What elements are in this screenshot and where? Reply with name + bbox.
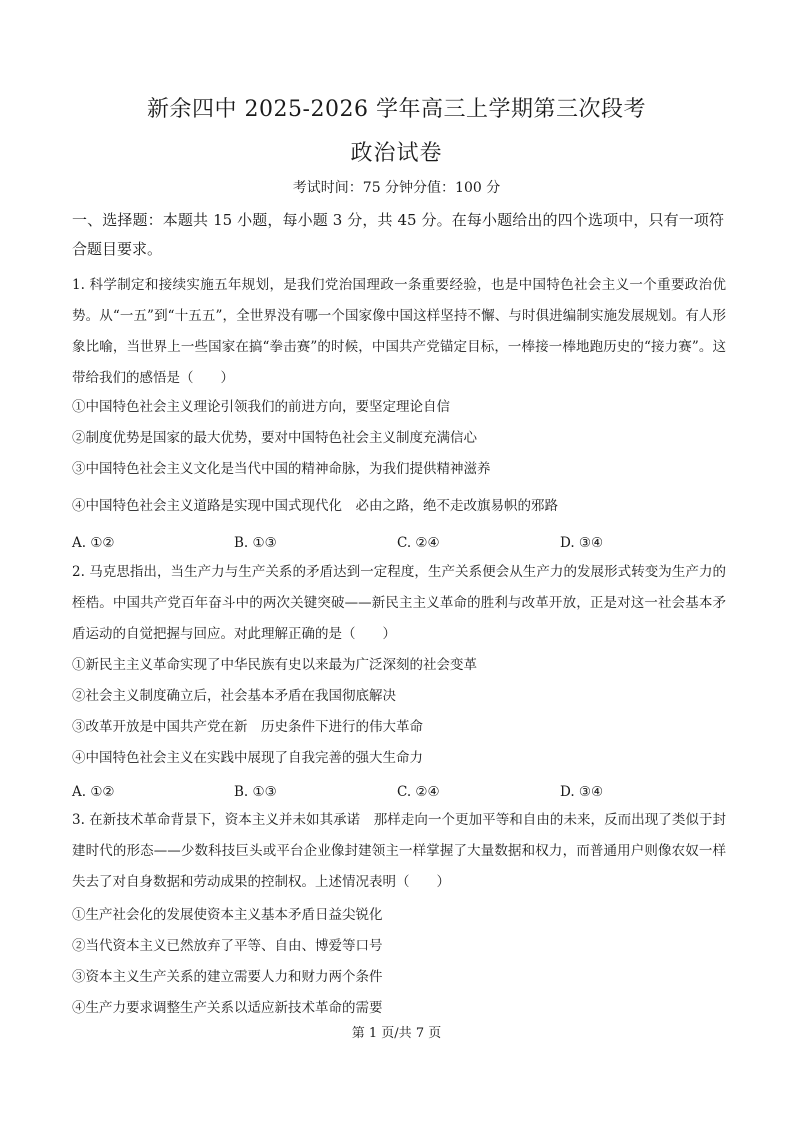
question-3-option-2: ②当代资本主义已然放弃了平等、自由、博爱等口号 — [72, 938, 383, 954]
exam-subtitle: 政治试卷 — [350, 141, 443, 166]
exam-title: 新余四中 2025-2026 学年高三上学期第三次段考 — [147, 97, 646, 122]
question-3-option-1: ①生产社会化的发展使资本主义基本矛盾日益尖锐化 — [72, 907, 383, 923]
exam-info: 考试时间：75 分钟分值：100 分 — [292, 180, 501, 196]
question-1-option-3: ③中国特色社会主义文化是当代中国的精神命脉，为我们提供精神滋养 — [72, 461, 491, 477]
question-1-choice-b: B. ①③ — [234, 535, 277, 551]
question-2-choice-a: A. ①② — [72, 784, 115, 800]
page-number: 第 1 页/共 7 页 — [351, 1026, 442, 1041]
question-2-choice-c: C. ②④ — [397, 784, 440, 800]
question-3-stem: 3. 在新技术革命背景下，资本主义并未如其承诺 那样走向一个更加平等和自由的未来，反而出现了类似于封建时代的形态——少数科技巨头或平台企业像封建领主一样掌握了大量数据和权力，而普通用户则像农奴一样失去了对自身数据和劳动成果的控制权。上述情况表明（ ） — [72, 812, 726, 890]
question-2-option-2: ②社会主义制度确立后，社会基本矛盾在我国彻底解决 — [72, 688, 396, 704]
question-1-option-1: ①中国特色社会主义理论引领我们的前进方向，要坚定理论自信 — [72, 399, 450, 415]
question-1-choice-a: A. ①② — [72, 535, 115, 551]
question-3-option-4: ④生产力要求调整生产关系以适应新技术革命的需要 — [72, 1000, 383, 1016]
question-2-option-1: ①新民主主义革命实现了中华民族有史以来最为广泛深刻的社会变革 — [72, 657, 477, 673]
question-1-choices — [72, 533, 726, 553]
section-instructions: 一、选择题：本题共 15 小题，每小题 3 分，共 45 分。在每小题给出的四个选项中，只有一项符合题目要求。 — [72, 211, 724, 258]
question-2-option-4: ④中国特色社会主义在实践中展现了自我完善的强大生命力 — [72, 750, 423, 766]
question-1-option-4: ④中国特色社会主义道路是实现中国式现代化 必由之路，绝不走改旗易帜的邪路 — [72, 498, 558, 514]
question-2-option-3: ③改革开放是中国共产党在新 历史条件下进行的伟大革命 — [72, 719, 423, 735]
question-2-choice-d: D. ③④ — [560, 784, 604, 800]
question-1-stem: 1. 科学制定和接续实施五年规划，是我们党治国理政一条重要经验，也是中国特色社会主义一个重要政治优势。从“一五”到“十五五”，全世界没有哪一个国家像中国这样坚持不懈、与时俱进编制实施发展规划。有人形象比喻，当世界上一些国家在搞“拳击赛”的时候，中国共产党锚定目标，一棒接一棒地跑历史的“接力赛”。这带给我们的感悟是（ ） — [72, 277, 726, 386]
question-2-choices — [72, 782, 726, 802]
question-1-choice-c: C. ②④ — [397, 535, 440, 551]
question-1-choice-d: D. ③④ — [560, 535, 604, 551]
question-2-choice-b: B. ①③ — [234, 784, 277, 800]
question-2-stem: 2. 马克思指出，当生产力与生产关系的矛盾达到一定程度，生产关系便会从生产力的发展形式转变为生产力的桎梏。中国共产党百年奋斗中的两次关键突破——新民主主义革命的胜利与改革开放，正是对这一社会基本矛盾运动的自觉把握与回应。对此理解正确的是（ ） — [72, 564, 726, 642]
question-1-option-2: ②制度优势是国家的最大优势，要对中国特色社会主义制度充满信心 — [72, 430, 477, 446]
question-3-option-3: ③资本主义生产关系的建立需要人力和财力两个条件 — [72, 969, 383, 985]
